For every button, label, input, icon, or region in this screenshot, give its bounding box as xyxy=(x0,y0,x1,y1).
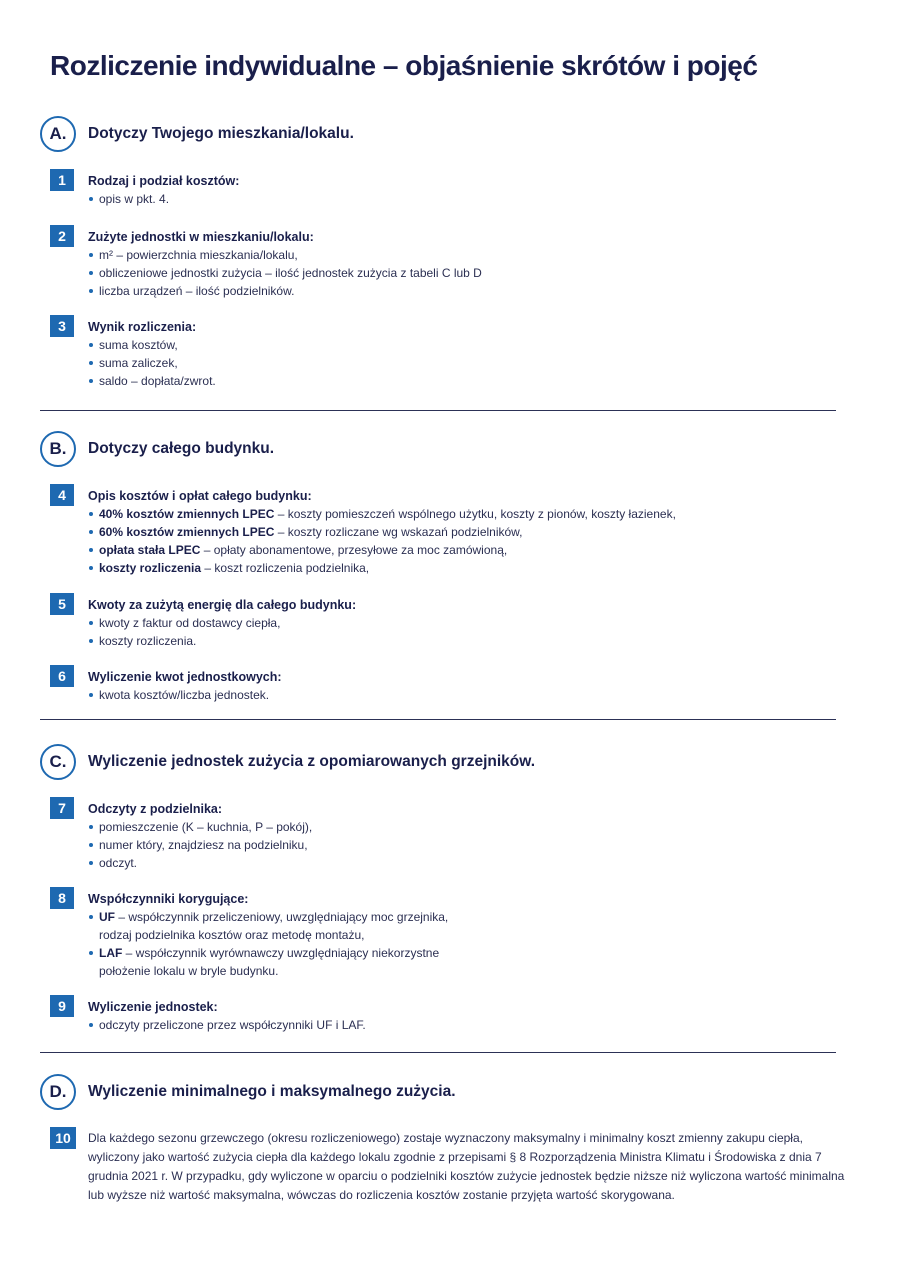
bullet-text: – koszt rozliczenia podzielnika, xyxy=(201,561,370,575)
section-d-letter: D. xyxy=(40,1074,76,1110)
bullet-item: suma kosztów, xyxy=(88,336,848,354)
bullet-item: saldo – dopłata/zwrot. xyxy=(88,372,848,390)
bullet-continuation: położenie lokalu w bryle budynku. xyxy=(99,964,279,978)
item-heading: Zużyte jednostki w mieszkaniu/lokalu: xyxy=(88,230,314,244)
bullet-item: koszty rozliczenia. xyxy=(88,632,848,650)
item-number: 5 xyxy=(50,593,74,615)
bullet-term: LAF xyxy=(99,946,123,960)
bullet-item: m² – powierzchnia mieszkania/lokalu, xyxy=(88,246,848,264)
section-d-header xyxy=(40,1074,456,1110)
bullet-item: suma zaliczek, xyxy=(88,354,848,372)
item-heading: Odczyty z podzielnika: xyxy=(88,802,223,816)
section-a-header xyxy=(40,116,354,152)
bullet-text: – opłaty abonamentowe, przesyłowe za moc zamówioną, xyxy=(200,543,508,557)
section-a-title: Dotyczy Twojego mieszkania/lokalu. xyxy=(88,125,354,142)
bullet-item: odczyty przeliczone przez współczynniki UF i LAF. xyxy=(88,1016,848,1034)
bullet-item: pomieszczenie (K – kuchnia, P – pokój), xyxy=(88,818,848,836)
item-heading: Rodzaj i podział kosztów: xyxy=(88,174,240,188)
item-heading: Wyliczenie jednostek: xyxy=(88,1000,218,1014)
bullet-term: koszty rozliczenia xyxy=(99,561,202,575)
bullet-item: kwota kosztów/liczba jednostek. xyxy=(88,686,848,704)
bullet-text: – koszty rozliczane wg wskazań podzielników, xyxy=(274,525,523,539)
bullet-item: odczyt. xyxy=(88,854,848,872)
bullet-text: – współczynnik przeliczeniowy, uwzględniający moc grzejnika, xyxy=(115,910,449,924)
section-b-header xyxy=(40,431,274,467)
bullet-continuation: rodzaj podzielnika kosztów oraz metodę montażu, xyxy=(99,928,365,942)
item-number: 9 xyxy=(50,995,74,1017)
section-a-letter: A. xyxy=(40,116,76,152)
bullet-item xyxy=(88,505,848,523)
item-heading: Opis kosztów i opłat całego budynku: xyxy=(88,489,312,503)
section-b-letter: B. xyxy=(40,431,76,467)
bullet-item: obliczeniowe jednostki zużycia – ilość jednostek zużycia z tabeli C lub D xyxy=(88,264,848,282)
item-number: 1 xyxy=(50,169,74,191)
bullet-term: UF xyxy=(99,910,115,924)
bullet-term: 60% kosztów zmiennych LPEC xyxy=(99,525,275,539)
section-divider xyxy=(40,719,836,720)
bullet-term: opłata stała LPEC xyxy=(99,543,201,557)
item-number: 7 xyxy=(50,797,74,819)
bullet-item: kwoty z faktur od dostawcy ciepła, xyxy=(88,614,848,632)
item-heading: Współczynniki korygujące: xyxy=(88,892,249,906)
item-heading: Wynik rozliczenia: xyxy=(88,320,197,334)
item-number: 10 xyxy=(50,1127,76,1149)
bullet-item: opis w pkt. 4. xyxy=(88,190,848,208)
section-b-title: Dotyczy całego budynku. xyxy=(88,440,275,457)
bullet-text: – koszty pomieszczeń wspólnego użytku, koszty z pionów, koszty łazienek, xyxy=(274,507,676,521)
item-number: 2 xyxy=(50,225,74,247)
bullet-item: numer który, znajdziesz na podzielniku, xyxy=(88,836,848,854)
page-title: Rozliczenie indywidualne – objaśnienie skrótów i pojęć xyxy=(50,50,758,81)
bullet-item xyxy=(88,908,848,944)
section-c-letter: C. xyxy=(40,744,76,780)
item-heading: Kwoty za zużytą energię dla całego budynku: xyxy=(88,598,357,612)
section-c-header xyxy=(40,744,535,780)
bullet-text: – współczynnik wyrównawczy uwzględniający niekorzystne xyxy=(122,946,440,960)
item-number: 3 xyxy=(50,315,74,337)
item-paragraph: Dla każdego sezonu grzewczego (okresu rozliczeniowego) zostaje wyznaczony maksymalny i minimalny koszt zmienny zakupu ciepła, wyliczony jako wartość zużycia ciepła dla każdego lokalu zgodnie z przepisami § 8 Rozporządzenia Ministra Klimatu i Środowiska z dnia 7 grudnia 2021 r. W przypadku, gdy wyliczone w oparciu o podzielniki kosztów zużycie jednostek będzie niższe niż wyliczona wartość minimalna lub wyższe niż wartość maksymalna, wówczas do rozliczenia kosztów zostanie przyjęta wartość skorygowana. xyxy=(88,1131,845,1202)
bullet-term: 40% kosztów zmiennych LPEC xyxy=(99,507,275,521)
section-c-title: Wyliczenie jednostek zużycia z opomiarowanych grzejników. xyxy=(88,753,536,770)
section-divider xyxy=(40,410,836,411)
item-number: 4 xyxy=(50,484,74,506)
section-d-title: Wyliczenie minimalnego i maksymalnego zużycia. xyxy=(88,1083,456,1100)
item-heading: Wyliczenie kwot jednostkowych: xyxy=(88,670,282,684)
bullet-item xyxy=(88,523,848,541)
section-divider xyxy=(40,1052,836,1053)
item-number: 6 xyxy=(50,665,74,687)
bullet-item xyxy=(88,944,848,980)
item-number: 8 xyxy=(50,887,74,909)
bullet-item xyxy=(88,541,848,559)
bullet-item: liczba urządzeń – ilość podzielników. xyxy=(88,282,848,300)
bullet-item xyxy=(88,559,848,577)
